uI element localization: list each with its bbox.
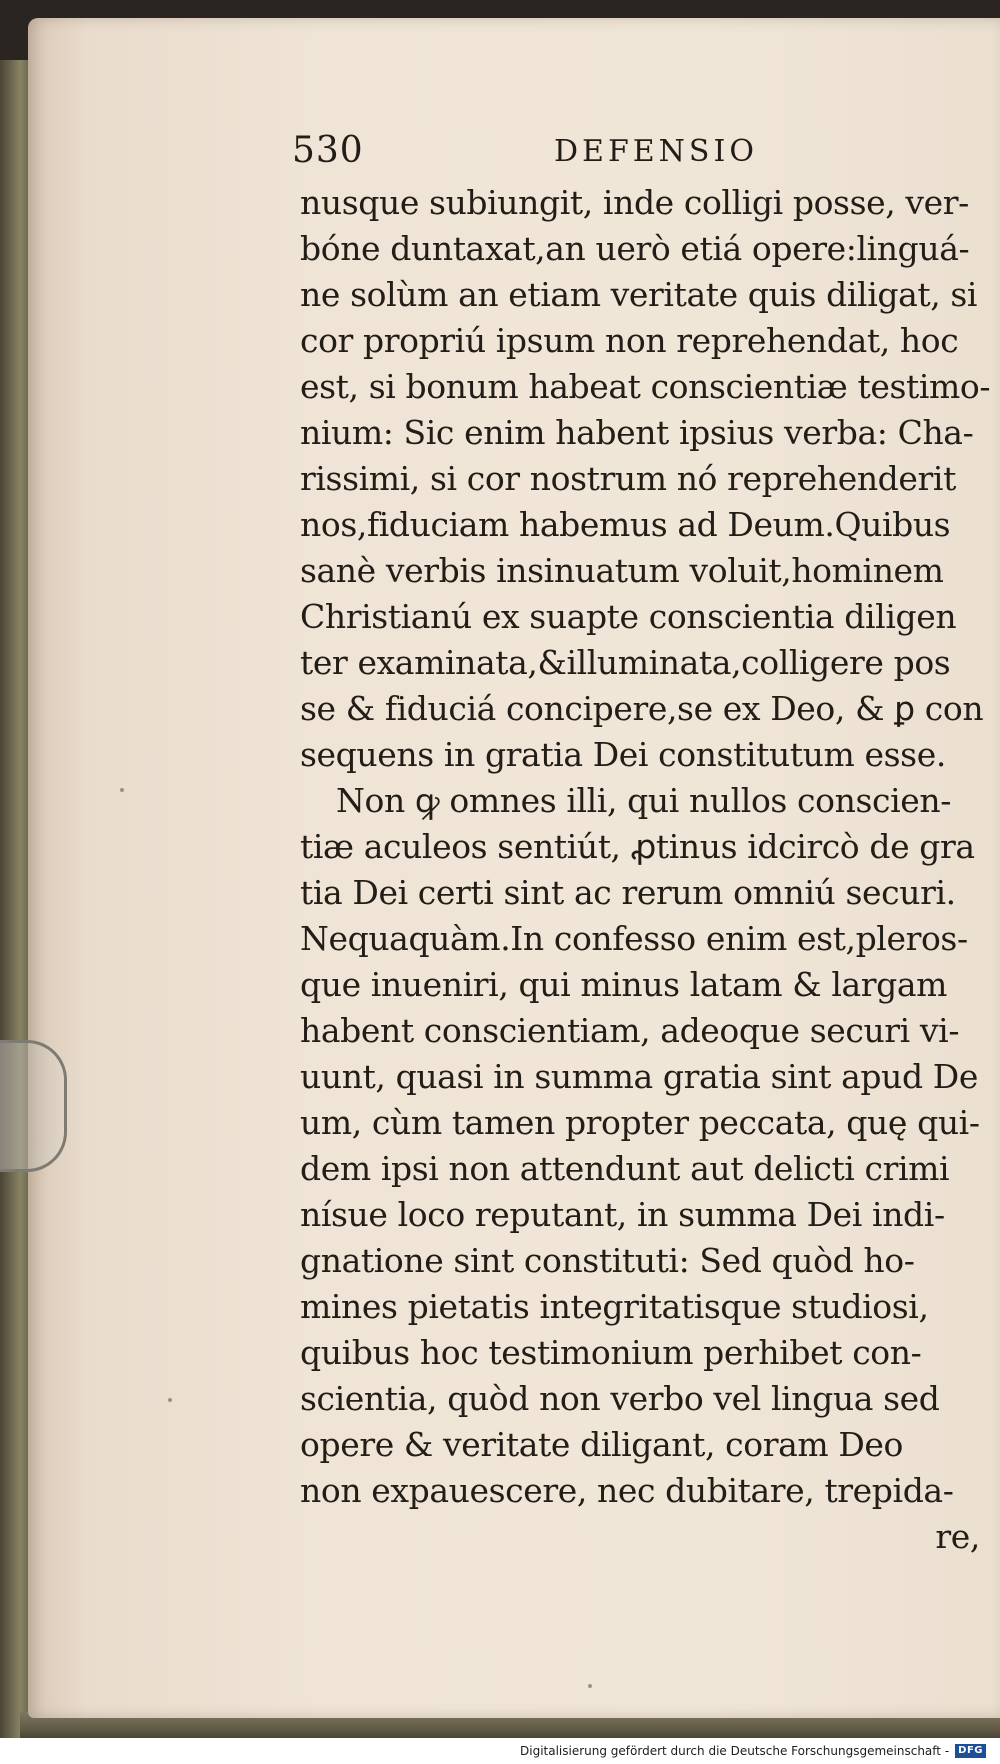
text-line: Nequaquàm.In confesso enim est,pleros- [300, 919, 968, 958]
text-line: non expauescere, nec dubitare, trepida- [300, 1471, 954, 1510]
text-line: Christianú ex suapte conscientia diligen [300, 597, 957, 636]
paper-speck [588, 1684, 592, 1688]
digitization-credit [516, 1742, 990, 1760]
dfg-logo: DFG [955, 1744, 986, 1758]
text-line: nísue loco reputant, in summa Dei indi- [300, 1195, 945, 1234]
credit-text: Digitalisierung gefördert durch die Deutsche Forschungsgemeinschaft - [520, 1744, 950, 1758]
text-line: scientia, quòd non verbo vel lingua sed [300, 1379, 940, 1418]
text-line: um, cùm tamen propter peccata, quę qui- [300, 1103, 980, 1142]
running-head [292, 130, 980, 180]
text-line: sanè verbis insinuatum voluit,hominem [300, 551, 944, 590]
text-line: cor propriú ipsum non reprehendat, hoc [300, 321, 959, 360]
text-line: que inueniri, qui minus latam & largam [300, 965, 948, 1004]
text-line: opere & veritate diligant, coram Deo [300, 1425, 904, 1464]
text-line: re, [935, 1517, 980, 1556]
text-line: nium: Sic enim habent ipsius verba: Cha- [300, 413, 974, 452]
text-lines [300, 180, 991, 1560]
text-line: ne solùm an etiam veritate quis diligat, si [300, 275, 978, 314]
page-text-block [292, 130, 991, 1560]
text-line: bóne duntaxat,an uerò etiá opere:linguá- [300, 229, 970, 268]
text-line: ter examinata,&illuminata,colligere pos [300, 643, 951, 682]
text-line: uunt, quasi in summa gratia sint apud De [300, 1057, 978, 1096]
text-line: habent conscientiam, adeoque securi vi- [300, 1011, 960, 1050]
paper-speck [168, 1398, 172, 1402]
text-line: nos,fiduciam habemus ad Deum.Quibus [300, 505, 951, 544]
text-line: quibus hoc testimonium perhibet con- [300, 1333, 922, 1372]
text-line: Non ꝙ omnes illi, qui nullos conscien- [336, 781, 951, 820]
text-line: est, si bonum habeat conscientiæ testimo- [300, 367, 991, 406]
text-line: gnatione sint constituti: Sed quòd ho- [300, 1241, 915, 1280]
text-line: dem ipsi non attendunt aut delicti crimi [300, 1149, 950, 1188]
text-line: mines pietatis integritatisque studiosi, [300, 1287, 929, 1326]
text-line: rissimi, si cor nostrum nó reprehenderit [300, 459, 956, 498]
paper-speck [120, 788, 124, 792]
text-line: nusque subiungit, inde colligi posse, ver- [300, 183, 969, 222]
page-number: 530 [292, 130, 364, 171]
text-line: tia Dei certi sint ac rerum omniú securi. [300, 873, 956, 912]
text-line: se & fiduciá concipere,se ex Deo, & ꝑ con [300, 689, 984, 728]
running-head-title: DEFENSIO [554, 134, 758, 169]
text-line: sequens in gratia Dei constitutum esse. [300, 735, 946, 774]
page-clip [0, 1040, 67, 1172]
text-line: tiæ aculeos sentiút, ꝓtinus idcircò de gra [300, 827, 975, 866]
